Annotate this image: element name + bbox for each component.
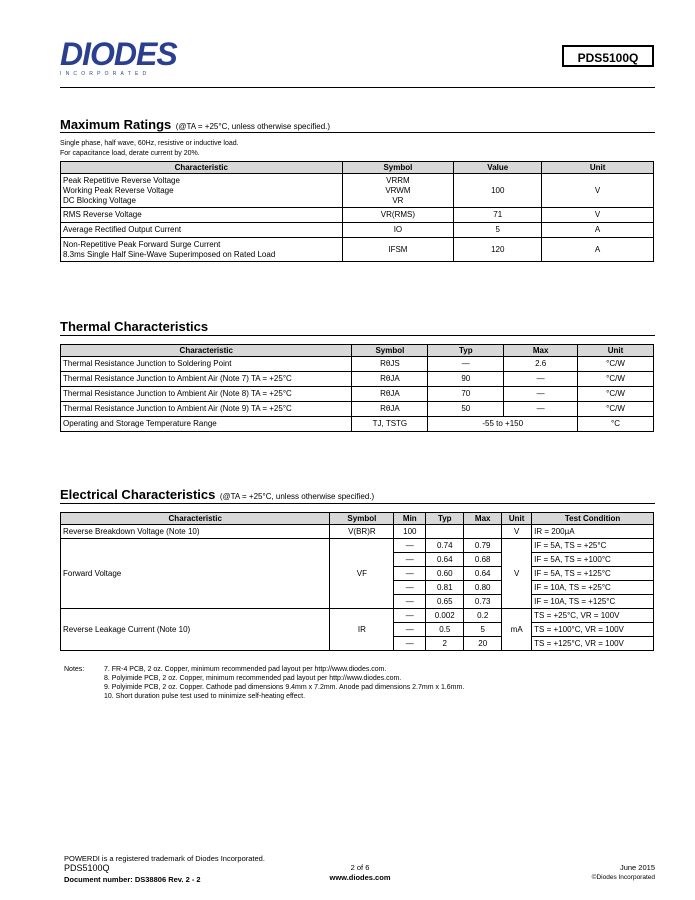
cell-typ: 70 bbox=[428, 387, 504, 402]
cell-max: 0.2 bbox=[464, 609, 502, 623]
cell-symbol: RθJA bbox=[352, 402, 428, 417]
col-header: Max bbox=[504, 345, 578, 357]
footer-docnum: Document number: DS38806 Rev. 2 - 2 bbox=[64, 875, 201, 884]
char-line: Non-Repetitive Peak Forward Surge Current bbox=[63, 239, 221, 249]
cell-min: — bbox=[394, 637, 426, 651]
max-ratings-rule bbox=[60, 132, 655, 133]
footer-date: June 2015 bbox=[619, 863, 655, 872]
table-header-row bbox=[61, 162, 654, 174]
cell-condition: TS = +100°C, VR = 100V bbox=[532, 623, 654, 637]
cell-max: — bbox=[504, 372, 578, 387]
cell-condition: TS = +125°C, VR = 100V bbox=[532, 637, 654, 651]
note-item: 10. Short duration pulse test used to minimize self-heating effect. bbox=[104, 693, 306, 700]
table-row bbox=[61, 238, 654, 262]
cell-symbol bbox=[342, 174, 454, 208]
col-header: Unit bbox=[578, 345, 654, 357]
table-header-row bbox=[61, 513, 654, 525]
table-header-row bbox=[61, 345, 654, 357]
cell-unit: V bbox=[502, 539, 532, 609]
cell-min: — bbox=[394, 595, 426, 609]
cell-typ: 0.74 bbox=[426, 539, 464, 553]
footer-copyright: ©Diodes Incorporated bbox=[591, 874, 655, 881]
cell-max: 0.73 bbox=[464, 595, 502, 609]
cell-typ bbox=[426, 525, 464, 539]
cell-char bbox=[61, 238, 343, 262]
max-ratings-table bbox=[60, 161, 654, 262]
max-ratings-intro2: For capacitance load, derate current by 20%. bbox=[60, 150, 200, 157]
notes-list bbox=[104, 665, 464, 701]
cell-typ: 0.002 bbox=[426, 609, 464, 623]
cell-max: 5 bbox=[464, 623, 502, 637]
thermal-table bbox=[60, 344, 654, 432]
cell-char: Reverse Leakage Current (Note 10) bbox=[61, 609, 330, 651]
cell-symbol: RθJA bbox=[352, 372, 428, 387]
col-header: Symbol bbox=[330, 513, 394, 525]
cell-char: RMS Reverse Voltage bbox=[61, 208, 343, 223]
cell-char bbox=[61, 174, 343, 208]
cell-typ: 2 bbox=[426, 637, 464, 651]
col-header: Symbol bbox=[342, 162, 454, 174]
note-item: 8. Polyimide PCB, 2 oz. Copper, minimum recommended pad layout per http://www.diodes.com. bbox=[104, 675, 402, 682]
cell-min: — bbox=[394, 581, 426, 595]
cell-max: 0.80 bbox=[464, 581, 502, 595]
col-header: Unit bbox=[502, 513, 532, 525]
cell-typ: 50 bbox=[428, 402, 504, 417]
cell-max: — bbox=[504, 402, 578, 417]
cell-condition: IR = 200µA bbox=[532, 525, 654, 539]
col-header: Unit bbox=[542, 162, 654, 174]
cell-char: Reverse Breakdown Voltage (Note 10) bbox=[61, 525, 330, 539]
cell-min: — bbox=[394, 623, 426, 637]
cell-char: Thermal Resistance Junction to Soldering Point bbox=[61, 357, 352, 372]
footer-page: 2 of 6 bbox=[350, 863, 370, 872]
electrical-table bbox=[60, 512, 654, 651]
table-row bbox=[61, 525, 654, 539]
cell-typ: 0.81 bbox=[426, 581, 464, 595]
footer-part: PDS5100Q bbox=[64, 863, 110, 873]
cell-max: — bbox=[504, 387, 578, 402]
sym-line: VRWM bbox=[385, 185, 411, 195]
note-item: 7. FR-4 PCB, 2 oz. Copper, minimum recommended pad layout per http://www.diodes.com. bbox=[104, 666, 387, 673]
cell-value: 120 bbox=[454, 238, 542, 262]
cell-symbol: RθJA bbox=[352, 387, 428, 402]
cell-condition: IF = 10A, TS = +125°C bbox=[532, 595, 654, 609]
cell-condition: IF = 5A, TS = +100°C bbox=[532, 553, 654, 567]
cell-max bbox=[464, 525, 502, 539]
cell-unit: mA bbox=[502, 609, 532, 651]
cell-unit: °C/W bbox=[578, 357, 654, 372]
cell-char: Thermal Resistance Junction to Ambient Air (Note 8) TA = +25°C bbox=[61, 387, 352, 402]
cell-symbol: IR bbox=[330, 609, 394, 651]
footer-url[interactable]: www.diodes.com bbox=[329, 873, 391, 882]
col-header: Symbol bbox=[352, 345, 428, 357]
cell-max: 20 bbox=[464, 637, 502, 651]
char-line: DC Blocking Voltage bbox=[63, 195, 136, 205]
electrical-subtitle: (@TA = +25°C, unless otherwise specified.) bbox=[219, 492, 375, 501]
table-row bbox=[61, 174, 654, 208]
char-line: Peak Repetitive Reverse Voltage bbox=[63, 175, 180, 185]
max-ratings-intro1: Single phase, half wave, 60Hz, resistive or inductive load. bbox=[60, 140, 239, 147]
char-line: 8.3ms Single Half Sine-Wave Superimposed on Rated Load bbox=[63, 249, 276, 259]
col-header: Max bbox=[464, 513, 502, 525]
char-line: Working Peak Reverse Voltage bbox=[63, 185, 174, 195]
sym-line: VR bbox=[392, 195, 404, 205]
cell-unit: V bbox=[542, 208, 654, 223]
notes-label: Notes: bbox=[64, 666, 85, 673]
table-row bbox=[61, 417, 654, 432]
cell-symbol: VF bbox=[330, 539, 394, 609]
cell-unit: °C/W bbox=[578, 402, 654, 417]
cell-unit: °C/W bbox=[578, 387, 654, 402]
table-row bbox=[61, 223, 654, 238]
cell-char: Operating and Storage Temperature Range bbox=[61, 417, 352, 432]
cell-symbol: IFSM bbox=[342, 238, 454, 262]
cell-unit: V bbox=[502, 525, 532, 539]
cell-unit: A bbox=[542, 238, 654, 262]
cell-unit: A bbox=[542, 223, 654, 238]
cell-symbol: RθJS bbox=[352, 357, 428, 372]
cell-typ: — bbox=[428, 357, 504, 372]
cell-typ: 90 bbox=[428, 372, 504, 387]
table-row bbox=[61, 372, 654, 387]
col-header: Test Condition bbox=[532, 513, 654, 525]
cell-max: 0.68 bbox=[464, 553, 502, 567]
cell-value: 100 bbox=[454, 174, 542, 208]
note-item: 9. Polyimide PCB, 2 oz. Copper. Cathode pad dimensions 9.4mm x 7.2mm. Anode pad dimensions 2.7mm x 1.6mm. bbox=[104, 684, 465, 691]
cell-char: Thermal Resistance Junction to Ambient Air (Note 7) TA = +25°C bbox=[61, 372, 352, 387]
cell-typ: 0.65 bbox=[426, 595, 464, 609]
cell-min: — bbox=[394, 553, 426, 567]
table-row bbox=[61, 402, 654, 417]
sym-line: VRRM bbox=[386, 175, 410, 185]
table-row bbox=[61, 208, 654, 223]
logo-subtext: INCORPORATED bbox=[60, 71, 151, 77]
cell-value: 5 bbox=[454, 223, 542, 238]
cell-max: 2.6 bbox=[504, 357, 578, 372]
cell-unit: V bbox=[542, 174, 654, 208]
table-row bbox=[61, 609, 654, 623]
logo-text: DIODES bbox=[60, 36, 177, 72]
cell-min: — bbox=[394, 567, 426, 581]
cell-symbol: VR(RMS) bbox=[342, 208, 454, 223]
thermal-title: Thermal Characteristics bbox=[60, 319, 209, 334]
part-number-box: PDS5100Q bbox=[562, 45, 654, 67]
col-header: Typ bbox=[426, 513, 464, 525]
cell-condition: IF = 10A, TS = +25°C bbox=[532, 581, 654, 595]
diodes-logo bbox=[60, 38, 185, 82]
col-header: Characteristic bbox=[61, 345, 352, 357]
cell-typ: 0.60 bbox=[426, 567, 464, 581]
col-header: Min bbox=[394, 513, 426, 525]
table-row bbox=[61, 539, 654, 553]
cell-range: -55 to +150 bbox=[428, 417, 578, 432]
cell-min: — bbox=[394, 609, 426, 623]
max-ratings-title: Maximum Ratings bbox=[60, 117, 172, 132]
col-header: Characteristic bbox=[61, 162, 343, 174]
table-row bbox=[61, 357, 654, 372]
cell-unit: °C/W bbox=[578, 372, 654, 387]
cell-condition: IF = 5A, TS = +125°C bbox=[532, 567, 654, 581]
table-row bbox=[61, 387, 654, 402]
max-ratings-subtitle: (@TA = +25°C, unless otherwise specified.) bbox=[175, 122, 331, 131]
cell-symbol: TJ, TSTG bbox=[352, 417, 428, 432]
cell-typ: 0.64 bbox=[426, 553, 464, 567]
cell-condition: IF = 5A, TS = +25°C bbox=[532, 539, 654, 553]
cell-char: Forward Voltage bbox=[61, 539, 330, 609]
cell-symbol: V(BR)R bbox=[330, 525, 394, 539]
electrical-title: Electrical Characteristics bbox=[60, 487, 216, 502]
electrical-heading bbox=[60, 486, 655, 504]
col-header: Value bbox=[454, 162, 542, 174]
cell-typ: 0.5 bbox=[426, 623, 464, 637]
electrical-rule bbox=[60, 503, 655, 504]
cell-condition: TS = +25°C, VR = 100V bbox=[532, 609, 654, 623]
cell-max: 0.64 bbox=[464, 567, 502, 581]
thermal-rule bbox=[60, 335, 655, 336]
thermal-heading bbox=[60, 318, 208, 336]
cell-max: 0.79 bbox=[464, 539, 502, 553]
cell-min: — bbox=[394, 539, 426, 553]
footer-trademark: POWERDI is a registered trademark of Diodes Incorporated. bbox=[64, 854, 265, 863]
cell-char: Average Rectified Output Current bbox=[61, 223, 343, 238]
cell-char: Thermal Resistance Junction to Ambient Air (Note 9) TA = +25°C bbox=[61, 402, 352, 417]
cell-min: 100 bbox=[394, 525, 426, 539]
cell-symbol: IO bbox=[342, 223, 454, 238]
header-rule bbox=[60, 87, 655, 88]
col-header: Typ bbox=[428, 345, 504, 357]
col-header: Characteristic bbox=[61, 513, 330, 525]
cell-unit: °C bbox=[578, 417, 654, 432]
cell-value: 71 bbox=[454, 208, 542, 223]
